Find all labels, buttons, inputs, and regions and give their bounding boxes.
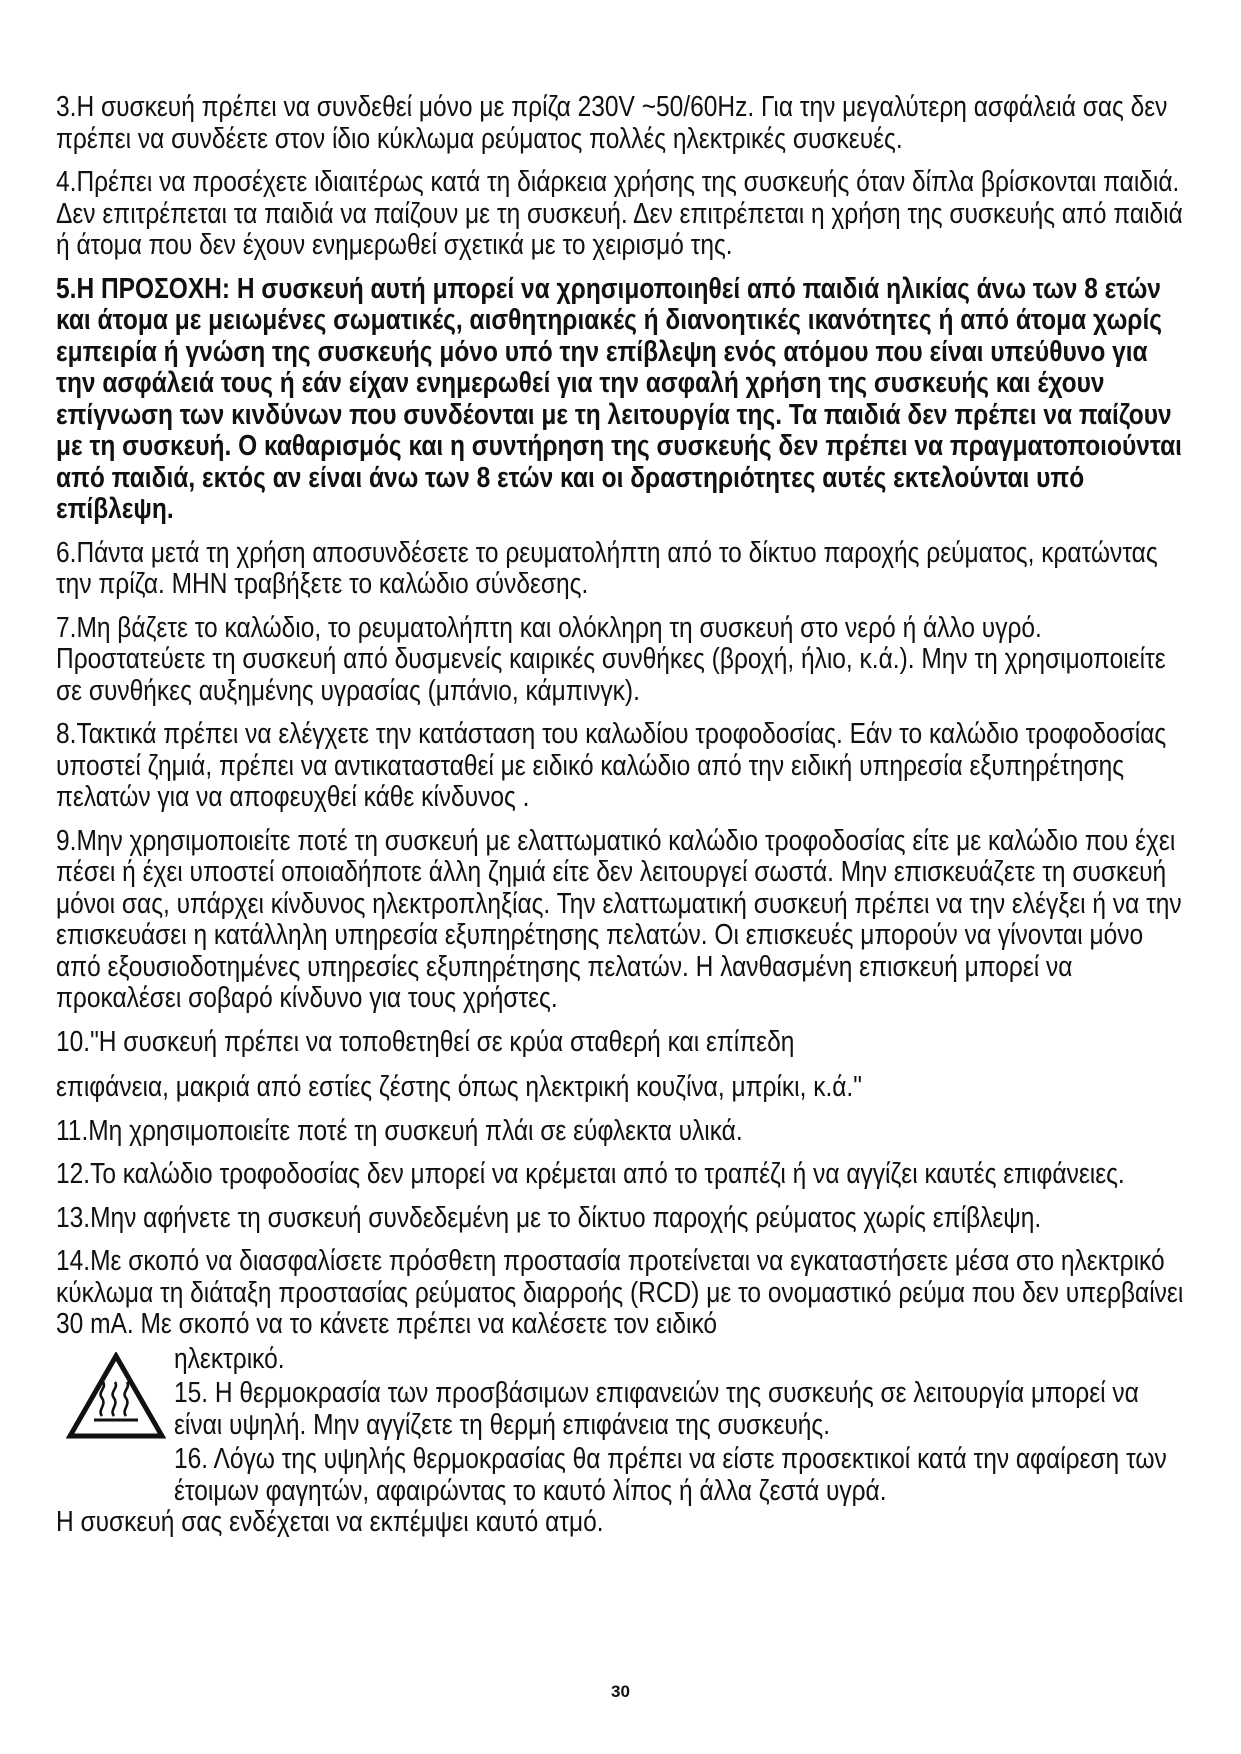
instruction-3: 3.Η συσκευή πρέπει να συνδεθεί μόνο με πρίζα 230V ~50/60Hz. Για την μεγαλύτερη ασφάλειά σας δεν πρέπει να συνδέετε στον ίδιο κύκλωμα ρεύματος πολλές ηλεκτρικές συσκευές.: [56, 91, 1168, 155]
hot-surface-warning-icon: [66, 1352, 166, 1440]
hot-surface-text: [174, 1344, 1186, 1508]
instruction-10-line-1: 10."Η συσκευή πρέπει να τοποθετηθεί σε κρύα σταθερή και επίπεδη: [56, 1025, 795, 1058]
instruction-14: 14.Με σκοπό να διασφαλίσετε πρόσθετη προστασία προτείνεται να εγκαταστήσετε μέσα στο ηλεκτρικό κύκλωμα τη διάταξη προστασίας ρεύματος διαρροής (RCD) με το ονομαστικό ρεύμα που δεν υπερβαίνει 30 mA. Με σκοπό να το κάνετε πρέπει να καλέσετε τον ειδικό: [56, 1245, 1184, 1340]
instruction-5-warning: 5.Η ΠΡΟΣΟΧΗ: Η συσκευή αυτή μπορεί να χρησιμοποιηθεί από παιδιά ηλικίας άνω των 8 ετών και άτομα με μειωμένες σωματικές, αισθητηριακές ή διανοητικές ικανότητες ή από άτομα χωρίς εμπειρία ή γνώση της συσκευής μόνο υπό την επίβλεψη ενός ατόμου που είναι υπεύθυνο για την ασφάλειά τους ή εάν είχαν ενημερωθεί για την ασφαλή χρήση της συσκευής και έχουν επίγνωση των κινδύνων που συνδέονται με τη λειτουργία της. Τα παιδιά δεν πρέπει να παίζουν με τη συσκευή. Ο καθαρισμός και η συντήρηση της συσκευής δεν πρέπει να πραγματοποιούνται από παιδιά, εκτός αν είναι άνω των 8 ετών και οι δραστηριότητες αυτές εκτελούνται υπό επίβλεψη.: [56, 272, 1182, 525]
instruction-14-continued: ηλεκτρικό.: [174, 1342, 285, 1375]
instruction-13: 13.Μην αφήνετε τη συσκευή συνδεδεμένη με το δίκτυο παροχής ρεύματος χωρίς επίβλεψη.: [56, 1201, 1042, 1234]
instruction-6: 6.Πάντα μετά τη χρήση αποσυνδέσετε το ρευματολήπτη από το δίκτυο παροχής ρεύματος, κρατώντας την πρίζα. ΜΗΝ τραβήξετε το καλώδιο σύνδεσης.: [56, 536, 1158, 600]
instruction-12: 12.Το καλώδιο τροφοδοσίας δεν μπορεί να κρέμεται από το τραπέζι ή να αγγίζει καυτές επιφάνειες.: [56, 1158, 1125, 1190]
instruction-15: 15. Η θερμοκρασία των προσβάσιμων επιφανειών της συσκευής σε λειτουργία μπορεί να είναι υψηλή. Μην αγγίζετε τη θερμή επιφάνεια της συσκευής.: [174, 1377, 1139, 1441]
instruction-10-line-2: επιφάνεια, μακριά από εστίες ζέστης όπως ηλεκτρική κουζίνα, μπρίκι, κ.ά.": [56, 1071, 862, 1103]
instruction-16: 16. Λόγω της υψηλής θερμοκρασίας θα πρέπει να είστε προσεκτικοί κατά την αφαίρεση των έτοιμων φαγητών, αφαιρώντας το καυτό λίπος ή άλλα ζεστά υγρά.: [174, 1443, 1167, 1507]
safety-instructions: [56, 92, 1186, 1542]
instruction-7: 7.Μη βάζετε το καλώδιο, το ρευματολήπτη και ολόκληρη τη συσκευή στο νερό ή άλλο υγρό. Προστατεύετε τη συσκευή από δυσμενείς καιρικές συνθήκες (βροχή, ήλιο, κ.ά.). Μην τη χρησιμοποιείτε σε συνθήκες αυξημένης υγρασίας (μπάνιο, κάμπινγκ).: [56, 611, 1166, 707]
instruction-8: 8.Τακτικά πρέπει να ελέγχετε την κατάσταση του καλωδίου τροφοδοσίας. Εάν το καλώδιο τροφοδοσίας υποστεί ζημιά, πρέπει να αντικατασταθεί με ειδικό καλώδιο από την ειδική υπηρεσία εξυπηρέτησης πελατών για να αποφευχθεί κάθε κίνδυνος .: [56, 718, 1167, 813]
instruction-16-continued: Η συσκευή σας ενδέχεται να εκπέμψει καυτό ατμό.: [56, 1506, 604, 1538]
page-number: 30: [611, 1682, 630, 1701]
instruction-11: 11.Μη χρησιμοποιείτε ποτέ τη συσκευή πλάι σε εύφλεκτα υλικά.: [56, 1114, 743, 1147]
instruction-4: 4.Πρέπει να προσέχετε ιδιαιτέρως κατά τη διάρκεια χρήσης της συσκευής όταν δίπλα βρίσκονται παιδιά. Δεν επιτρέπεται τα παιδιά να παίζουν με τη συσκευή. Δεν επιτρέπεται η χρήση της συσκευής από παιδιά ή άτομα που δεν έχουν ενημερωθεί σχετικά με το χειρισμό της.: [56, 166, 1183, 261]
instruction-9: 9.Μην χρησιμοποιείτε ποτέ τη συσκευή με ελαττωματικό καλώδιο τροφοδοσίας είτε με καλώδιο που έχει πέσει ή έχει υποστεί οποιαδήποτε άλλη ζημιά είτε δεν λειτουργεί σωστά. Μην επισκευάζετε τη συσκευή μόνοι σας, υπάρχει κίνδυνος ηλεκτροπληξίας. Την ελαττωματική συσκευή πρέπει να την ελέγξει ή να την επισκευάσει η κατάλληλη υπηρεσία εξυπηρέτησης πελατών. Οι επισκευές μπορούν να γίνονται μόνο από εξουσιοδοτημένες υπηρεσίες εξυπηρέτησης πελατών. Η λανθασμένη επισκευή μπορεί να προκαλέσει σοβαρό κίνδυνο για τους χρήστες.: [56, 824, 1182, 1014]
hot-surface-section: [56, 1344, 1186, 1508]
